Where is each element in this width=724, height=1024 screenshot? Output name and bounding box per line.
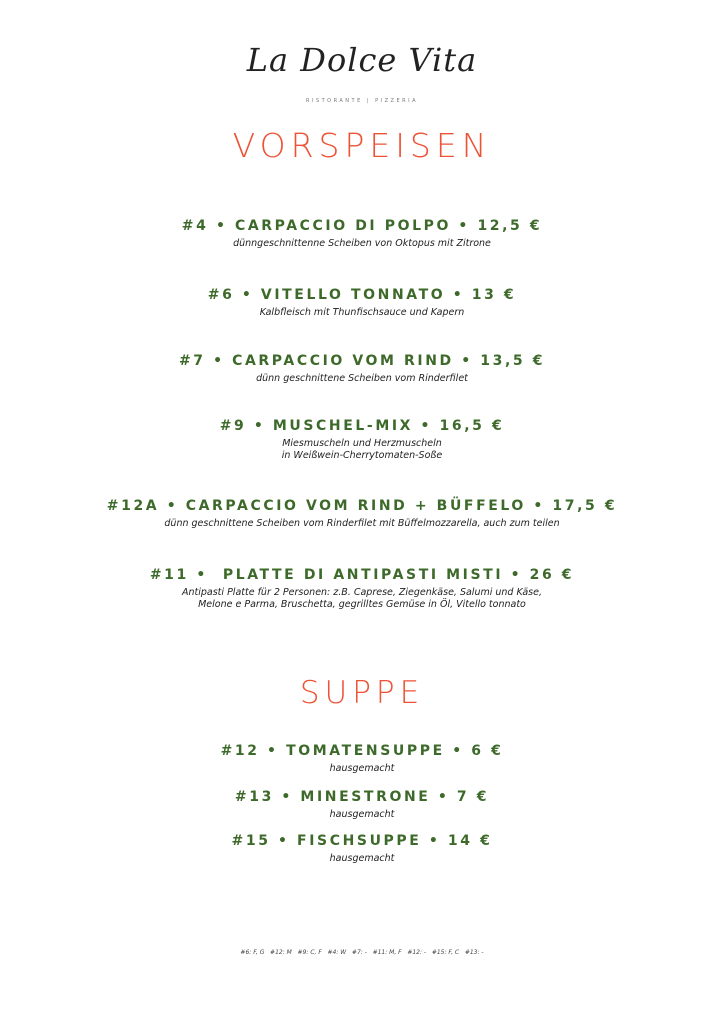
item-title: #12 • TOMATENSUPPE • 6 €: [220, 743, 504, 759]
logo-script-text: La Dolce Vita: [246, 41, 478, 79]
item-description: [0, 763, 724, 775]
item-title: #9 • MUSCHEL-MIX • 16,5 €: [219, 418, 505, 434]
item-title: #15 • FISCHSUPPE • 14 €: [231, 833, 493, 849]
item-description: [0, 853, 724, 865]
item-description: [0, 587, 724, 611]
menu-item: [0, 498, 724, 530]
item-title: #11 • PLATTE DI ANTIPASTI MISTI • 26 €: [149, 567, 575, 583]
item-description-line: Antipasti Platte für 2 Personen: z.B. Caprese, Ziegenkäse, Salumi und Käse,: [182, 587, 542, 598]
item-description: [0, 438, 724, 462]
restaurant-logo: [0, 40, 724, 104]
item-description-line: hausgemacht: [329, 763, 395, 774]
item-description-line: Miesmuscheln und Herzmuscheln: [282, 438, 442, 449]
menu-item: [0, 743, 724, 775]
menu-item: [0, 833, 724, 865]
item-title: #4 • CARPACCIO DI POLPO • 12,5 €: [181, 218, 543, 234]
section-title-suppe: SUPPE: [299, 675, 425, 711]
item-description-line: Kalbfleisch mit Thunfischsauce und Kapern: [259, 307, 465, 318]
menu-item: [0, 418, 724, 462]
item-title: #6 • VITELLO TONNATO • 13 €: [207, 287, 517, 303]
menu-item: [0, 567, 724, 611]
item-description-line: in Weißwein-Cherrytomaten-Soße: [281, 450, 443, 461]
item-description-line: dünngeschnittenne Scheiben von Oktopus mit Zitrone: [233, 238, 491, 249]
section-title-vorspeisen: VORSPEISEN: [232, 126, 492, 165]
allergen-legend: #6: F, G #12: M #9: C, F #4: W #7: - #11: M, F #12: - #15: F, C #13: -: [240, 949, 484, 956]
item-title: #13 • MINESTRONE • 7 €: [234, 789, 490, 805]
item-description: [0, 518, 724, 530]
menu-item: [0, 287, 724, 319]
item-description-line: dünn geschnittene Scheiben vom Rinderfilet mit Büffelmozzarella, auch zum teilen: [164, 518, 560, 529]
item-description-line: Melone e Parma, Bruschetta, gegrilltes Gemüse in Öl, Vitello tonnato: [198, 599, 526, 610]
menu-item: [0, 789, 724, 821]
item-description: [0, 307, 724, 319]
item-description: [0, 809, 724, 821]
item-description: [0, 238, 724, 250]
item-description-line: dünn geschnittene Scheiben vom Rinderfilet: [256, 373, 468, 384]
item-description-line: hausgemacht: [329, 853, 395, 864]
item-description: [0, 373, 724, 385]
item-description-line: hausgemacht: [329, 809, 395, 820]
logo-subtitle: RISTORANTE | PIZZERIA: [306, 98, 418, 104]
item-title: #7 • CARPACCIO VOM RIND • 13,5 €: [178, 353, 546, 369]
menu-item: [0, 218, 724, 250]
item-title: #12A • CARPACCIO VOM RIND + BÜFFELO • 17,5 €: [106, 498, 618, 514]
menu-item: [0, 353, 724, 385]
